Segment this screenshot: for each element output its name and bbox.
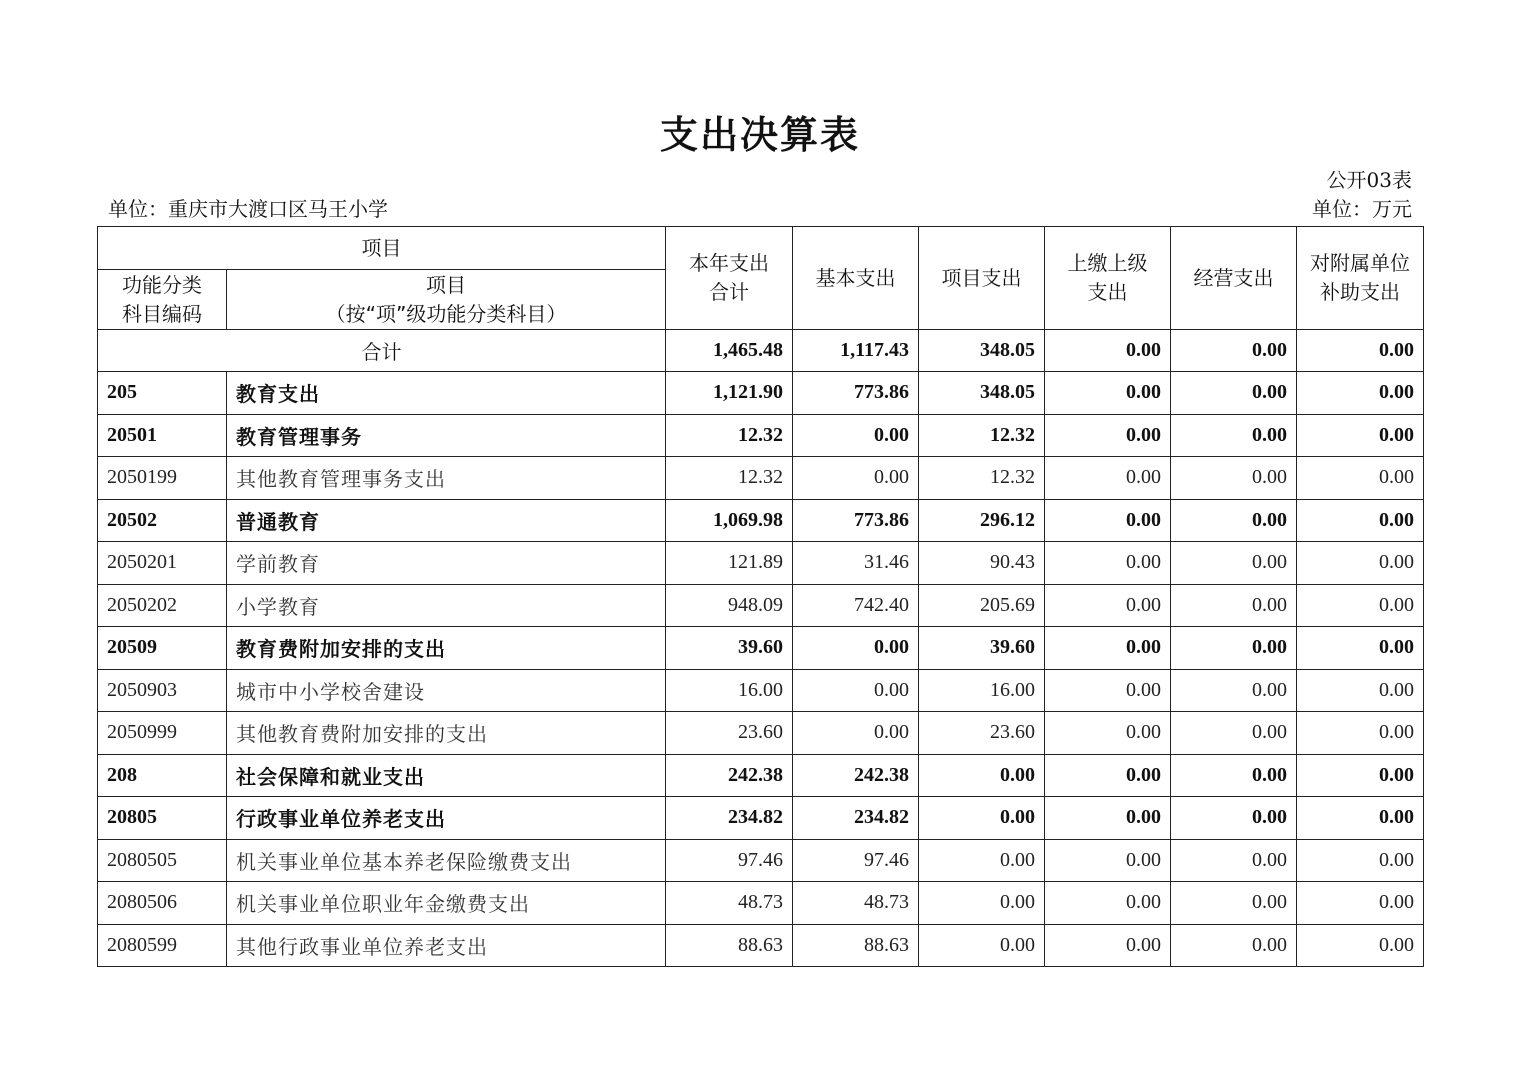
header-name: 项目 （按“项”级功能分类科目） xyxy=(227,270,666,330)
upper-cell: 0.00 xyxy=(1045,330,1171,372)
item-cell: 0.00 xyxy=(919,754,1045,797)
code-cell: 208 xyxy=(98,754,227,797)
table-row xyxy=(98,457,1424,500)
basic-cell: 31.46 xyxy=(793,542,919,585)
name-cell: 学前教育 xyxy=(227,542,666,585)
business-cell: 0.00 xyxy=(1171,542,1297,585)
business-cell: 0.00 xyxy=(1171,882,1297,925)
item-cell: 0.00 xyxy=(919,924,1045,967)
code-cell: 20805 xyxy=(98,797,227,840)
name-cell: 其他教育管理事务支出 xyxy=(227,457,666,500)
basic-cell: 0.00 xyxy=(793,414,919,457)
subsidy-cell: 0.00 xyxy=(1297,372,1424,415)
item-cell: 0.00 xyxy=(919,839,1045,882)
item-cell: 296.12 xyxy=(919,499,1045,542)
name-cell: 行政事业单位养老支出 xyxy=(227,797,666,840)
name-cell: 社会保障和就业支出 xyxy=(227,754,666,797)
code-cell: 2050199 xyxy=(98,457,227,500)
business-cell: 0.00 xyxy=(1171,839,1297,882)
name-cell: 教育费附加安排的支出 xyxy=(227,627,666,670)
basic-cell: 0.00 xyxy=(793,669,919,712)
total-cell: 48.73 xyxy=(666,882,793,925)
expenditure-table xyxy=(97,226,1424,967)
subsidy-cell: 0.00 xyxy=(1297,924,1424,967)
subsidy-cell: 0.00 xyxy=(1297,797,1424,840)
upper-cell: 0.00 xyxy=(1045,414,1171,457)
subsidy-cell: 0.00 xyxy=(1297,330,1424,372)
table-row xyxy=(98,499,1424,542)
table-row xyxy=(98,669,1424,712)
upper-cell: 0.00 xyxy=(1045,627,1171,670)
upper-cell: 0.00 xyxy=(1045,669,1171,712)
code-cell: 20501 xyxy=(98,414,227,457)
code-cell: 2050903 xyxy=(98,669,227,712)
business-cell: 0.00 xyxy=(1171,414,1297,457)
subsidy-cell: 0.00 xyxy=(1297,627,1424,670)
business-cell: 0.00 xyxy=(1171,457,1297,500)
header-basic: 基本支出 xyxy=(793,227,919,330)
upper-cell: 0.00 xyxy=(1045,372,1171,415)
upper-cell: 0.00 xyxy=(1045,712,1171,755)
organization-unit: 单位：重庆市大渡口区马王小学 xyxy=(108,197,388,221)
upper-cell: 0.00 xyxy=(1045,542,1171,585)
name-cell: 机关事业单位基本养老保险缴费支出 xyxy=(227,839,666,882)
total-row xyxy=(98,330,1424,372)
upper-cell: 0.00 xyxy=(1045,457,1171,500)
item-cell: 348.05 xyxy=(919,330,1045,372)
subsidy-cell: 0.00 xyxy=(1297,414,1424,457)
table-row xyxy=(98,924,1424,967)
subsidy-cell: 0.00 xyxy=(1297,457,1424,500)
code-cell: 20509 xyxy=(98,627,227,670)
subsidy-cell: 0.00 xyxy=(1297,542,1424,585)
item-cell: 39.60 xyxy=(919,627,1045,670)
name-cell: 其他行政事业单位养老支出 xyxy=(227,924,666,967)
code-cell: 2050201 xyxy=(98,542,227,585)
total-cell: 16.00 xyxy=(666,669,793,712)
total-cell: 1,465.48 xyxy=(666,330,793,372)
header-code: 功能分类 科目编码 xyxy=(98,270,227,330)
name-cell: 机关事业单位职业年金缴费支出 xyxy=(227,882,666,925)
code-cell: 2050202 xyxy=(98,584,227,627)
item-cell: 205.69 xyxy=(919,584,1045,627)
header-business: 经营支出 xyxy=(1171,227,1297,330)
name-cell: 城市中小学校舍建设 xyxy=(227,669,666,712)
item-cell: 0.00 xyxy=(919,797,1045,840)
basic-cell: 773.86 xyxy=(793,372,919,415)
upper-cell: 0.00 xyxy=(1045,584,1171,627)
basic-cell: 1,117.43 xyxy=(793,330,919,372)
total-cell: 12.32 xyxy=(666,414,793,457)
subsidy-cell: 0.00 xyxy=(1297,712,1424,755)
total-cell: 39.60 xyxy=(666,627,793,670)
total-cell: 1,121.90 xyxy=(666,372,793,415)
table-row xyxy=(98,882,1424,925)
business-cell: 0.00 xyxy=(1171,669,1297,712)
table-row xyxy=(98,754,1424,797)
total-cell: 88.63 xyxy=(666,924,793,967)
business-cell: 0.00 xyxy=(1171,584,1297,627)
header-upper: 上缴上级 支出 xyxy=(1045,227,1171,330)
subsidy-cell: 0.00 xyxy=(1297,499,1424,542)
basic-cell: 0.00 xyxy=(793,627,919,670)
money-unit: 单位：万元 xyxy=(1312,197,1412,221)
code-cell: 2080599 xyxy=(98,924,227,967)
subsidy-cell: 0.00 xyxy=(1297,839,1424,882)
name-cell: 教育支出 xyxy=(227,372,666,415)
upper-cell: 0.00 xyxy=(1045,754,1171,797)
total-cell: 97.46 xyxy=(666,839,793,882)
item-cell: 12.32 xyxy=(919,457,1045,500)
upper-cell: 0.00 xyxy=(1045,882,1171,925)
total-cell: 23.60 xyxy=(666,712,793,755)
business-cell: 0.00 xyxy=(1171,797,1297,840)
table-row xyxy=(98,584,1424,627)
total-cell: 242.38 xyxy=(666,754,793,797)
table-row xyxy=(98,797,1424,840)
header-project: 项目 xyxy=(98,227,666,270)
form-number: 公开03表 xyxy=(1326,168,1412,192)
business-cell: 0.00 xyxy=(1171,499,1297,542)
item-cell: 23.60 xyxy=(919,712,1045,755)
basic-cell: 742.40 xyxy=(793,584,919,627)
basic-cell: 773.86 xyxy=(793,499,919,542)
total-label: 合计 xyxy=(98,330,666,372)
upper-cell: 0.00 xyxy=(1045,924,1171,967)
name-cell: 其他教育费附加安排的支出 xyxy=(227,712,666,755)
subsidy-cell: 0.00 xyxy=(1297,669,1424,712)
table-row xyxy=(98,712,1424,755)
table-row xyxy=(98,627,1424,670)
business-cell: 0.00 xyxy=(1171,754,1297,797)
subsidy-cell: 0.00 xyxy=(1297,754,1424,797)
business-cell: 0.00 xyxy=(1171,627,1297,670)
total-cell: 1,069.98 xyxy=(666,499,793,542)
name-cell: 普通教育 xyxy=(227,499,666,542)
table-row xyxy=(98,542,1424,585)
code-cell: 205 xyxy=(98,372,227,415)
subsidy-cell: 0.00 xyxy=(1297,584,1424,627)
code-cell: 2080505 xyxy=(98,839,227,882)
basic-cell: 234.82 xyxy=(793,797,919,840)
header-subsidy: 对附属单位 补助支出 xyxy=(1297,227,1424,330)
table-row xyxy=(98,372,1424,415)
business-cell: 0.00 xyxy=(1171,924,1297,967)
item-cell: 90.43 xyxy=(919,542,1045,585)
table-row xyxy=(98,839,1424,882)
business-cell: 0.00 xyxy=(1171,712,1297,755)
basic-cell: 0.00 xyxy=(793,712,919,755)
item-cell: 0.00 xyxy=(919,882,1045,925)
item-cell: 12.32 xyxy=(919,414,1045,457)
total-cell: 234.82 xyxy=(666,797,793,840)
upper-cell: 0.00 xyxy=(1045,797,1171,840)
table-row xyxy=(98,414,1424,457)
header-total: 本年支出 合计 xyxy=(666,227,793,330)
total-cell: 12.32 xyxy=(666,457,793,500)
page-title: 支出决算表 xyxy=(659,113,860,157)
business-cell: 0.00 xyxy=(1171,330,1297,372)
item-cell: 348.05 xyxy=(919,372,1045,415)
total-cell: 121.89 xyxy=(666,542,793,585)
business-cell: 0.00 xyxy=(1171,372,1297,415)
basic-cell: 97.46 xyxy=(793,839,919,882)
name-cell: 教育管理事务 xyxy=(227,414,666,457)
subsidy-cell: 0.00 xyxy=(1297,882,1424,925)
total-cell: 948.09 xyxy=(666,584,793,627)
upper-cell: 0.00 xyxy=(1045,499,1171,542)
code-cell: 2080506 xyxy=(98,882,227,925)
code-cell: 2050999 xyxy=(98,712,227,755)
basic-cell: 242.38 xyxy=(793,754,919,797)
code-cell: 20502 xyxy=(98,499,227,542)
item-cell: 16.00 xyxy=(919,669,1045,712)
basic-cell: 0.00 xyxy=(793,457,919,500)
header-item: 项目支出 xyxy=(919,227,1045,330)
basic-cell: 48.73 xyxy=(793,882,919,925)
upper-cell: 0.00 xyxy=(1045,839,1171,882)
basic-cell: 88.63 xyxy=(793,924,919,967)
name-cell: 小学教育 xyxy=(227,584,666,627)
